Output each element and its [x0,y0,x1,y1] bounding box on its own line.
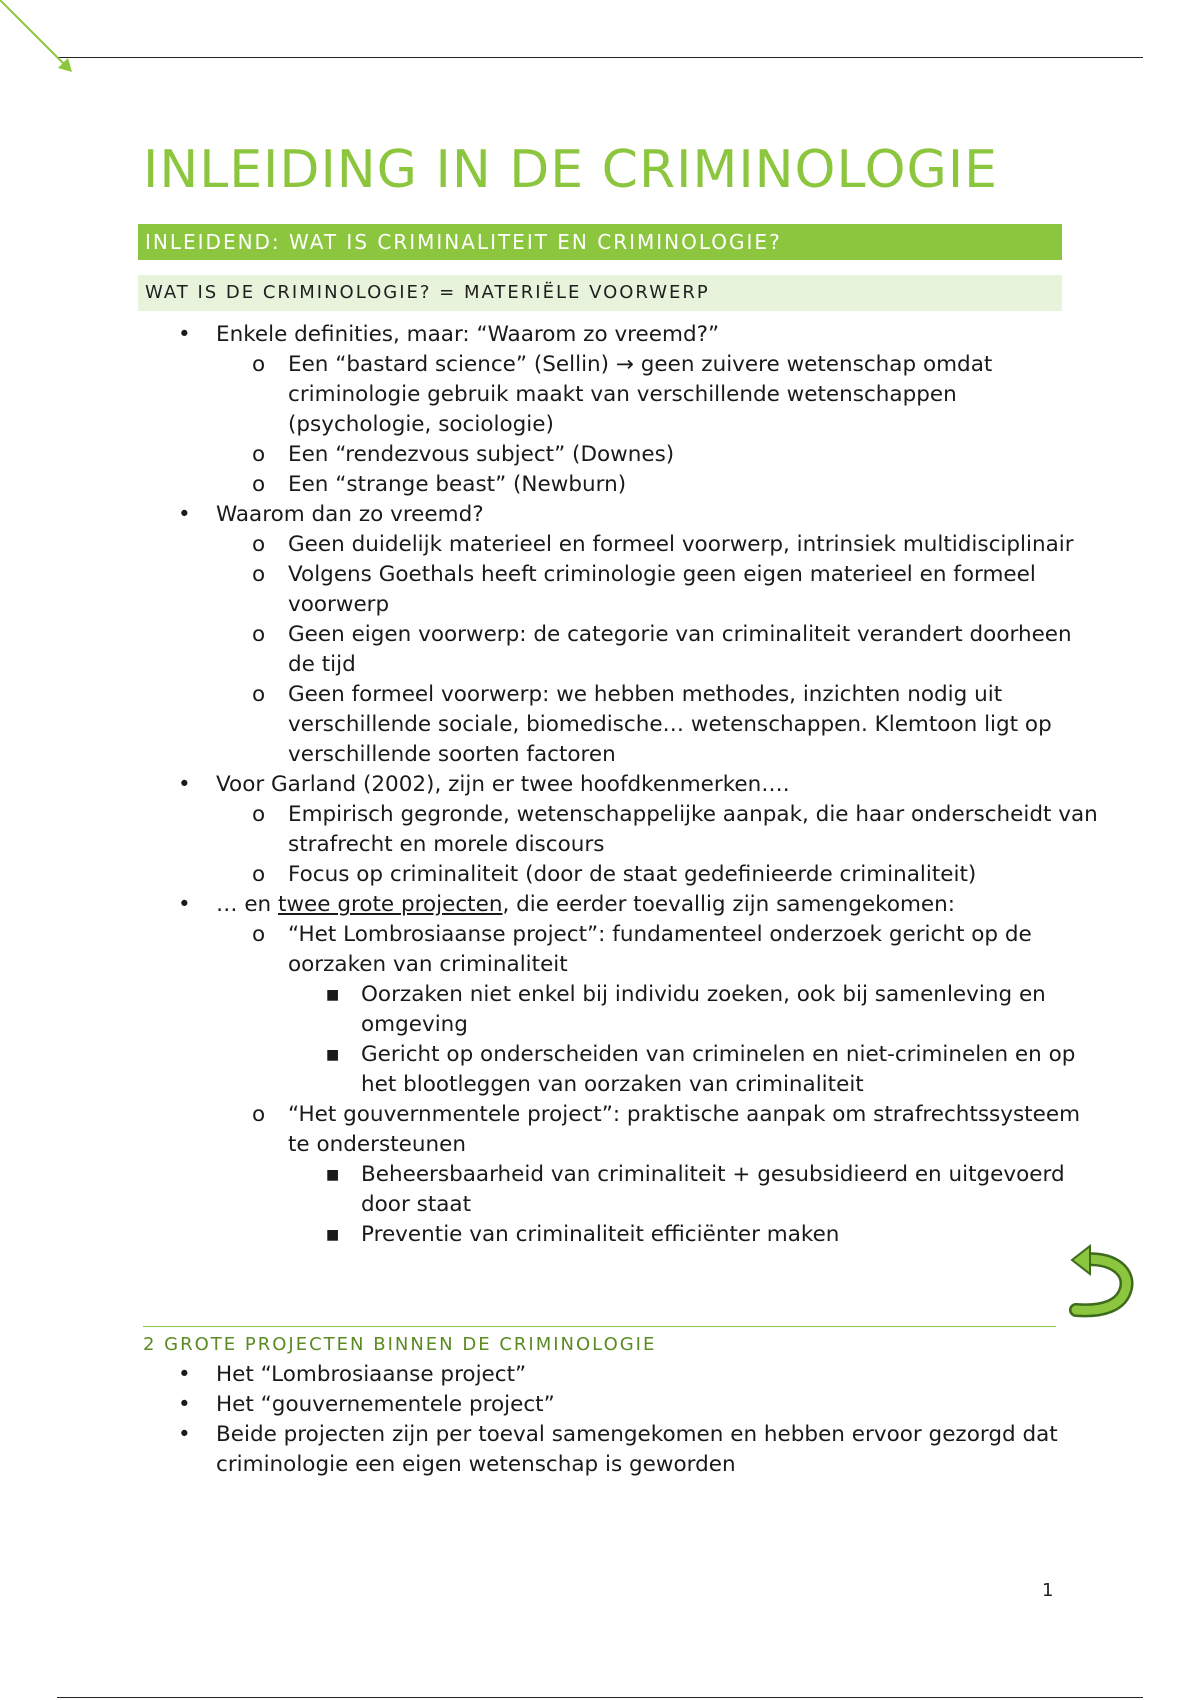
main-list [0,320,1100,1250]
list-item: o Focus op criminaliteit (door de staat gedefinieerde criminaliteit) [0,860,1100,890]
bullet-icon: • [178,1392,191,1417]
summary-list [0,1360,1100,1480]
circle-bullet-icon: o [252,562,266,587]
circle-bullet-icon: o [252,1102,266,1127]
list-item: ■ Preventie van criminaliteit efficiënter maken [0,1220,1100,1250]
circle-bullet-icon: o [252,472,266,497]
document-title: INLEIDING IN DE CRIMINOLOGIE [143,140,999,200]
back-arrow-icon[interactable] [1068,1244,1134,1324]
list-item: ■ Gericht op onderscheiden van criminelen en niet-criminelen en op het blootleggen van oorzaken van criminaliteit [326,1042,1076,1097]
list-item: o Geen eigen voorwerp: de categorie van criminaliteit verandert doorheen de tijd [252,622,1072,677]
square-bullet-icon: ■ [326,1167,340,1183]
bullet-icon: • [178,322,191,347]
list-item: • Enkele definities, maar: “Waarom zo vreemd?” o Een “bastard science” (Sellin) → geen zuivere wetenschap omdat criminologie gebruik maakt van verschillende wetenschappen (psychologie, sociologie) o Een “rendezvous subject” (Downes) o Een “strange beast” (Newburn) [0,320,1100,500]
square-bullet-icon: ■ [326,1227,340,1243]
bullet-icon: • [178,1362,191,1387]
circle-bullet-icon: o [252,532,266,557]
list-item: • Het “gouvernementele project” [0,1390,1100,1420]
list-item: ■ Oorzaken niet enkel bij individu zoeken, ook bij samenleving en omgeving [326,982,1046,1037]
list-item: o Empirisch gegronde, wetenschappelijke aanpak, die haar onderscheidt van strafrecht en morele discours [252,802,1098,857]
list-item: • Beide projecten zijn per toeval samengekomen en hebben ervoor gezorgd dat criminologie een eigen wetenschap is geworden [178,1422,1058,1477]
list-item: o Geen formeel voorwerp: we hebben methodes, inzichten nodig uit verschillende sociale, biomedische… wetenschappen. Klemtoon ligt op verschillende soorten factoren [252,682,1052,767]
list-item: • … en twee grote projecten, die eerder toevallig zijn samengekomen: o “Het Lombrosiaanse project”: fundamenteel onderzoek gericht op de oorzaken van criminaliteit ■ Oorzaken niet enkel bij individu zoeken, ook bij samenleving en omgeving ■ Gericht op onderscheiden van criminelen en niet-criminelen en op het blootleggen van oorzaken van criminaliteit o “Het gouvernmentele project”: praktische aanpak om strafrechtssysteem te ondersteunen ■ Beheersbaarheid van criminaliteit + gesubsidieerd en uitgevoerd door staat ■ Preventie van criminaliteit efficiënter maken [0,890,1100,1250]
circle-bullet-icon: o [252,922,266,947]
list-item: • Het “Lombrosiaanse project” [0,1360,1100,1390]
footer-rule [57,1697,1143,1698]
list-item: o Een “strange beast” (Newburn) [0,470,1100,500]
page-number: 1 [1042,1580,1054,1601]
list-item: • Voor Garland (2002), zijn er twee hoofdkenmerken…. o Empirisch gegronde, wetenschappelijke aanpak, die haar onderscheidt van strafrecht en morele discours o Focus op criminaliteit (door de staat gedefinieerde criminaliteit) [0,770,1100,890]
corner-arrow-icon [0,0,80,80]
heading-2: WAT IS DE CRIMINOLOGIE? = MATERIËLE VOORWERP [138,275,1062,311]
list-item: • Waarom dan zo vreemd? o Geen duidelijk materieel en formeel voorwerp, intrinsiek multidisciplinair o Volgens Goethals heeft criminologie geen eigen materieel en formeel voorwerp o Geen eigen voorwerp: de categorie van criminaliteit verandert doorheen de tijd o Geen formeel voorwerp: we hebben methodes, inzichten nodig uit verschillende sociale, biomedische… wetenschappen. Klemtoon ligt op verschillende soorten factoren [0,500,1100,770]
bullet-icon: • [178,772,191,797]
list-item: o Een “bastard science” (Sellin) → geen zuivere wetenschap omdat criminologie gebruik maakt van verschillende wetenschappen (psychologie, sociologie) [252,352,993,437]
bullet-icon: • [178,502,191,527]
heading-3: 2 GROTE PROJECTEN BINNEN DE CRIMINOLOGIE [143,1326,1056,1360]
header-rule [57,57,1143,58]
circle-bullet-icon: o [252,802,266,827]
list-item: o “Het gouvernmentele project”: praktische aanpak om strafrechtssysteem te ondersteunen ■ Beheersbaarheid van criminaliteit + gesubsidieerd en uitgevoerd door staat ■ Preventie van criminaliteit efficiënter maken [0,1100,1100,1250]
list-item: o Volgens Goethals heeft criminologie geen eigen materieel en formeel voorwerp [252,562,1036,617]
circle-bullet-icon: o [252,622,266,647]
bullet-icon: • [178,892,191,917]
square-bullet-icon: ■ [326,987,340,1003]
underlined-text: twee grote projecten [278,892,503,917]
list-item: o “Het Lombrosiaanse project”: fundamenteel onderzoek gericht op de oorzaken van criminaliteit ■ Oorzaken niet enkel bij individu zoeken, ook bij samenleving en omgeving ■ Gericht op onderscheiden van criminelen en niet-criminelen en op het blootleggen van oorzaken van criminaliteit [0,920,1100,1100]
bullet-icon: • [178,1422,191,1447]
circle-bullet-icon: o [252,352,266,377]
circle-bullet-icon: o [252,862,266,887]
circle-bullet-icon: o [252,442,266,467]
list-item: ■ Beheersbaarheid van criminaliteit + gesubsidieerd en uitgevoerd door staat [326,1162,1065,1217]
list-item: o Een “rendezvous subject” (Downes) [0,440,1100,470]
circle-bullet-icon: o [252,682,266,707]
list-item: o Geen duidelijk materieel en formeel voorwerp, intrinsiek multidisciplinair [0,530,1100,560]
square-bullet-icon: ■ [326,1047,340,1063]
heading-1: INLEIDEND: WAT IS CRIMINALITEIT EN CRIMINOLOGIE? [138,224,1062,260]
